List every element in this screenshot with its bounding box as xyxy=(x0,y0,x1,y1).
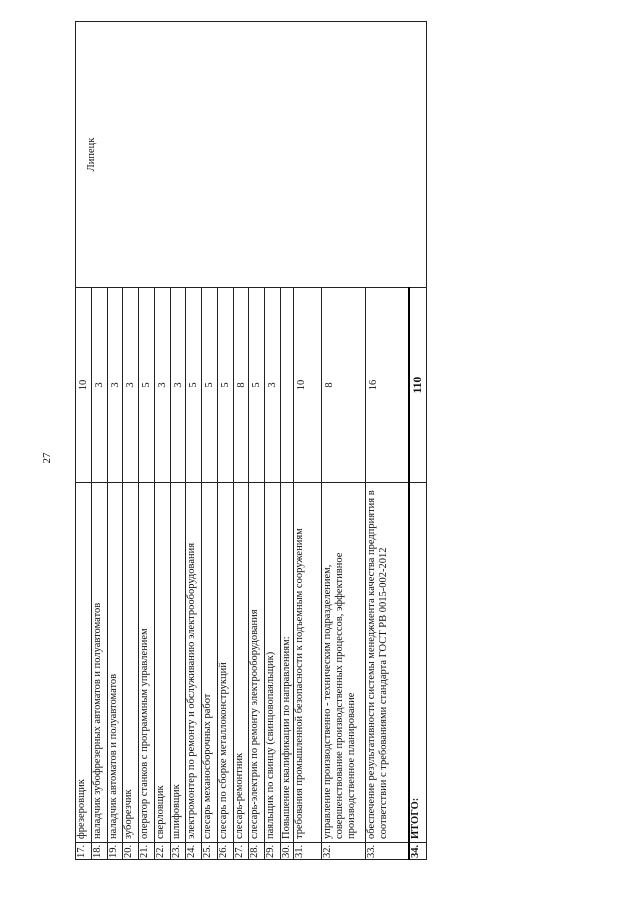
city-cell xyxy=(76,22,427,288)
row-number: 25. xyxy=(202,843,218,860)
hours-value: 10 xyxy=(76,288,92,483)
hours-value: 16 xyxy=(365,288,409,483)
hours-value: 5 xyxy=(139,288,155,483)
profession-name: фрезеровщик xyxy=(76,483,92,843)
section-heading: Повышение квалификации по направлениям: xyxy=(280,483,294,843)
profession-name: шлифовщик xyxy=(170,483,186,843)
row-number: 22. xyxy=(154,843,170,860)
total-hours-value: 110 xyxy=(409,288,427,483)
hours-value: 3 xyxy=(170,288,186,483)
profession-name: зуборезчик xyxy=(123,483,139,843)
row-number: 23. xyxy=(170,843,186,860)
course-name: обеспечение результативности системы менеджмента качества предприятия в соответствии с требованиями стандарта ГОСТ РВ 0015-002-2012 xyxy=(365,483,409,843)
row-number: 24. xyxy=(186,843,202,860)
training-plan-table xyxy=(75,21,427,860)
profession-name: наладчик автоматов и полуавтоматов xyxy=(107,483,123,843)
hours-value: 3 xyxy=(107,288,123,483)
row-number: 28. xyxy=(249,843,265,860)
hours-value xyxy=(280,288,294,483)
city-label: Липецк xyxy=(86,137,97,172)
hours-value: 5 xyxy=(202,288,218,483)
table-row xyxy=(76,22,92,860)
hours-value: 8 xyxy=(321,288,365,483)
row-number: 30. xyxy=(280,843,294,860)
profession-name: слесарь по сборке металлоконструкций xyxy=(217,483,233,843)
profession-name: наладчик зубофрезерных автоматов и полуавтоматов xyxy=(91,483,107,843)
profession-name: сверловщик xyxy=(154,483,170,843)
profession-name: слесарь-электрик по ремонту электрооборудования xyxy=(249,483,265,843)
hours-value: 5 xyxy=(217,288,233,483)
total-label: ИТОГО: xyxy=(409,483,427,843)
row-number: 31. xyxy=(294,843,321,860)
row-number: 19. xyxy=(107,843,123,860)
profession-name: слесарь механосборочных работ xyxy=(202,483,218,843)
row-number: 33. xyxy=(365,843,409,860)
row-number: 32. xyxy=(321,843,365,860)
row-number: 21. xyxy=(139,843,155,860)
row-number: 29. xyxy=(265,843,281,860)
hours-value: 8 xyxy=(233,288,249,483)
row-number: 17. xyxy=(76,843,92,860)
course-name: управление производственно - техническим подразделением, совершенствование производственных процессов, эффективное производственное планирование xyxy=(321,483,365,843)
row-number: 34. xyxy=(409,843,427,860)
profession-name: слесарь-ремонтник xyxy=(233,483,249,843)
profession-name: паяльщик по свинцу (свинцовопаяльщик) xyxy=(265,483,281,843)
hours-value: 3 xyxy=(265,288,281,483)
hours-value: 5 xyxy=(249,288,265,483)
page-number: 27 xyxy=(41,452,53,464)
hours-value: 3 xyxy=(91,288,107,483)
row-number: 18. xyxy=(91,843,107,860)
row-number: 20. xyxy=(123,843,139,860)
hours-value: 5 xyxy=(186,288,202,483)
rotated-table-sheet xyxy=(75,40,427,860)
hours-value: 3 xyxy=(123,288,139,483)
row-number: 26. xyxy=(217,843,233,860)
course-name: требования промышленной безопасности к подъемным сооружениям xyxy=(294,483,321,843)
hours-value: 3 xyxy=(154,288,170,483)
profession-name: оператор станков с программным управлением xyxy=(139,483,155,843)
row-number: 27. xyxy=(233,843,249,860)
profession-name: электромонтер по ремонту и обслуживанию электрооборудования xyxy=(186,483,202,843)
hours-value: 10 xyxy=(294,288,321,483)
